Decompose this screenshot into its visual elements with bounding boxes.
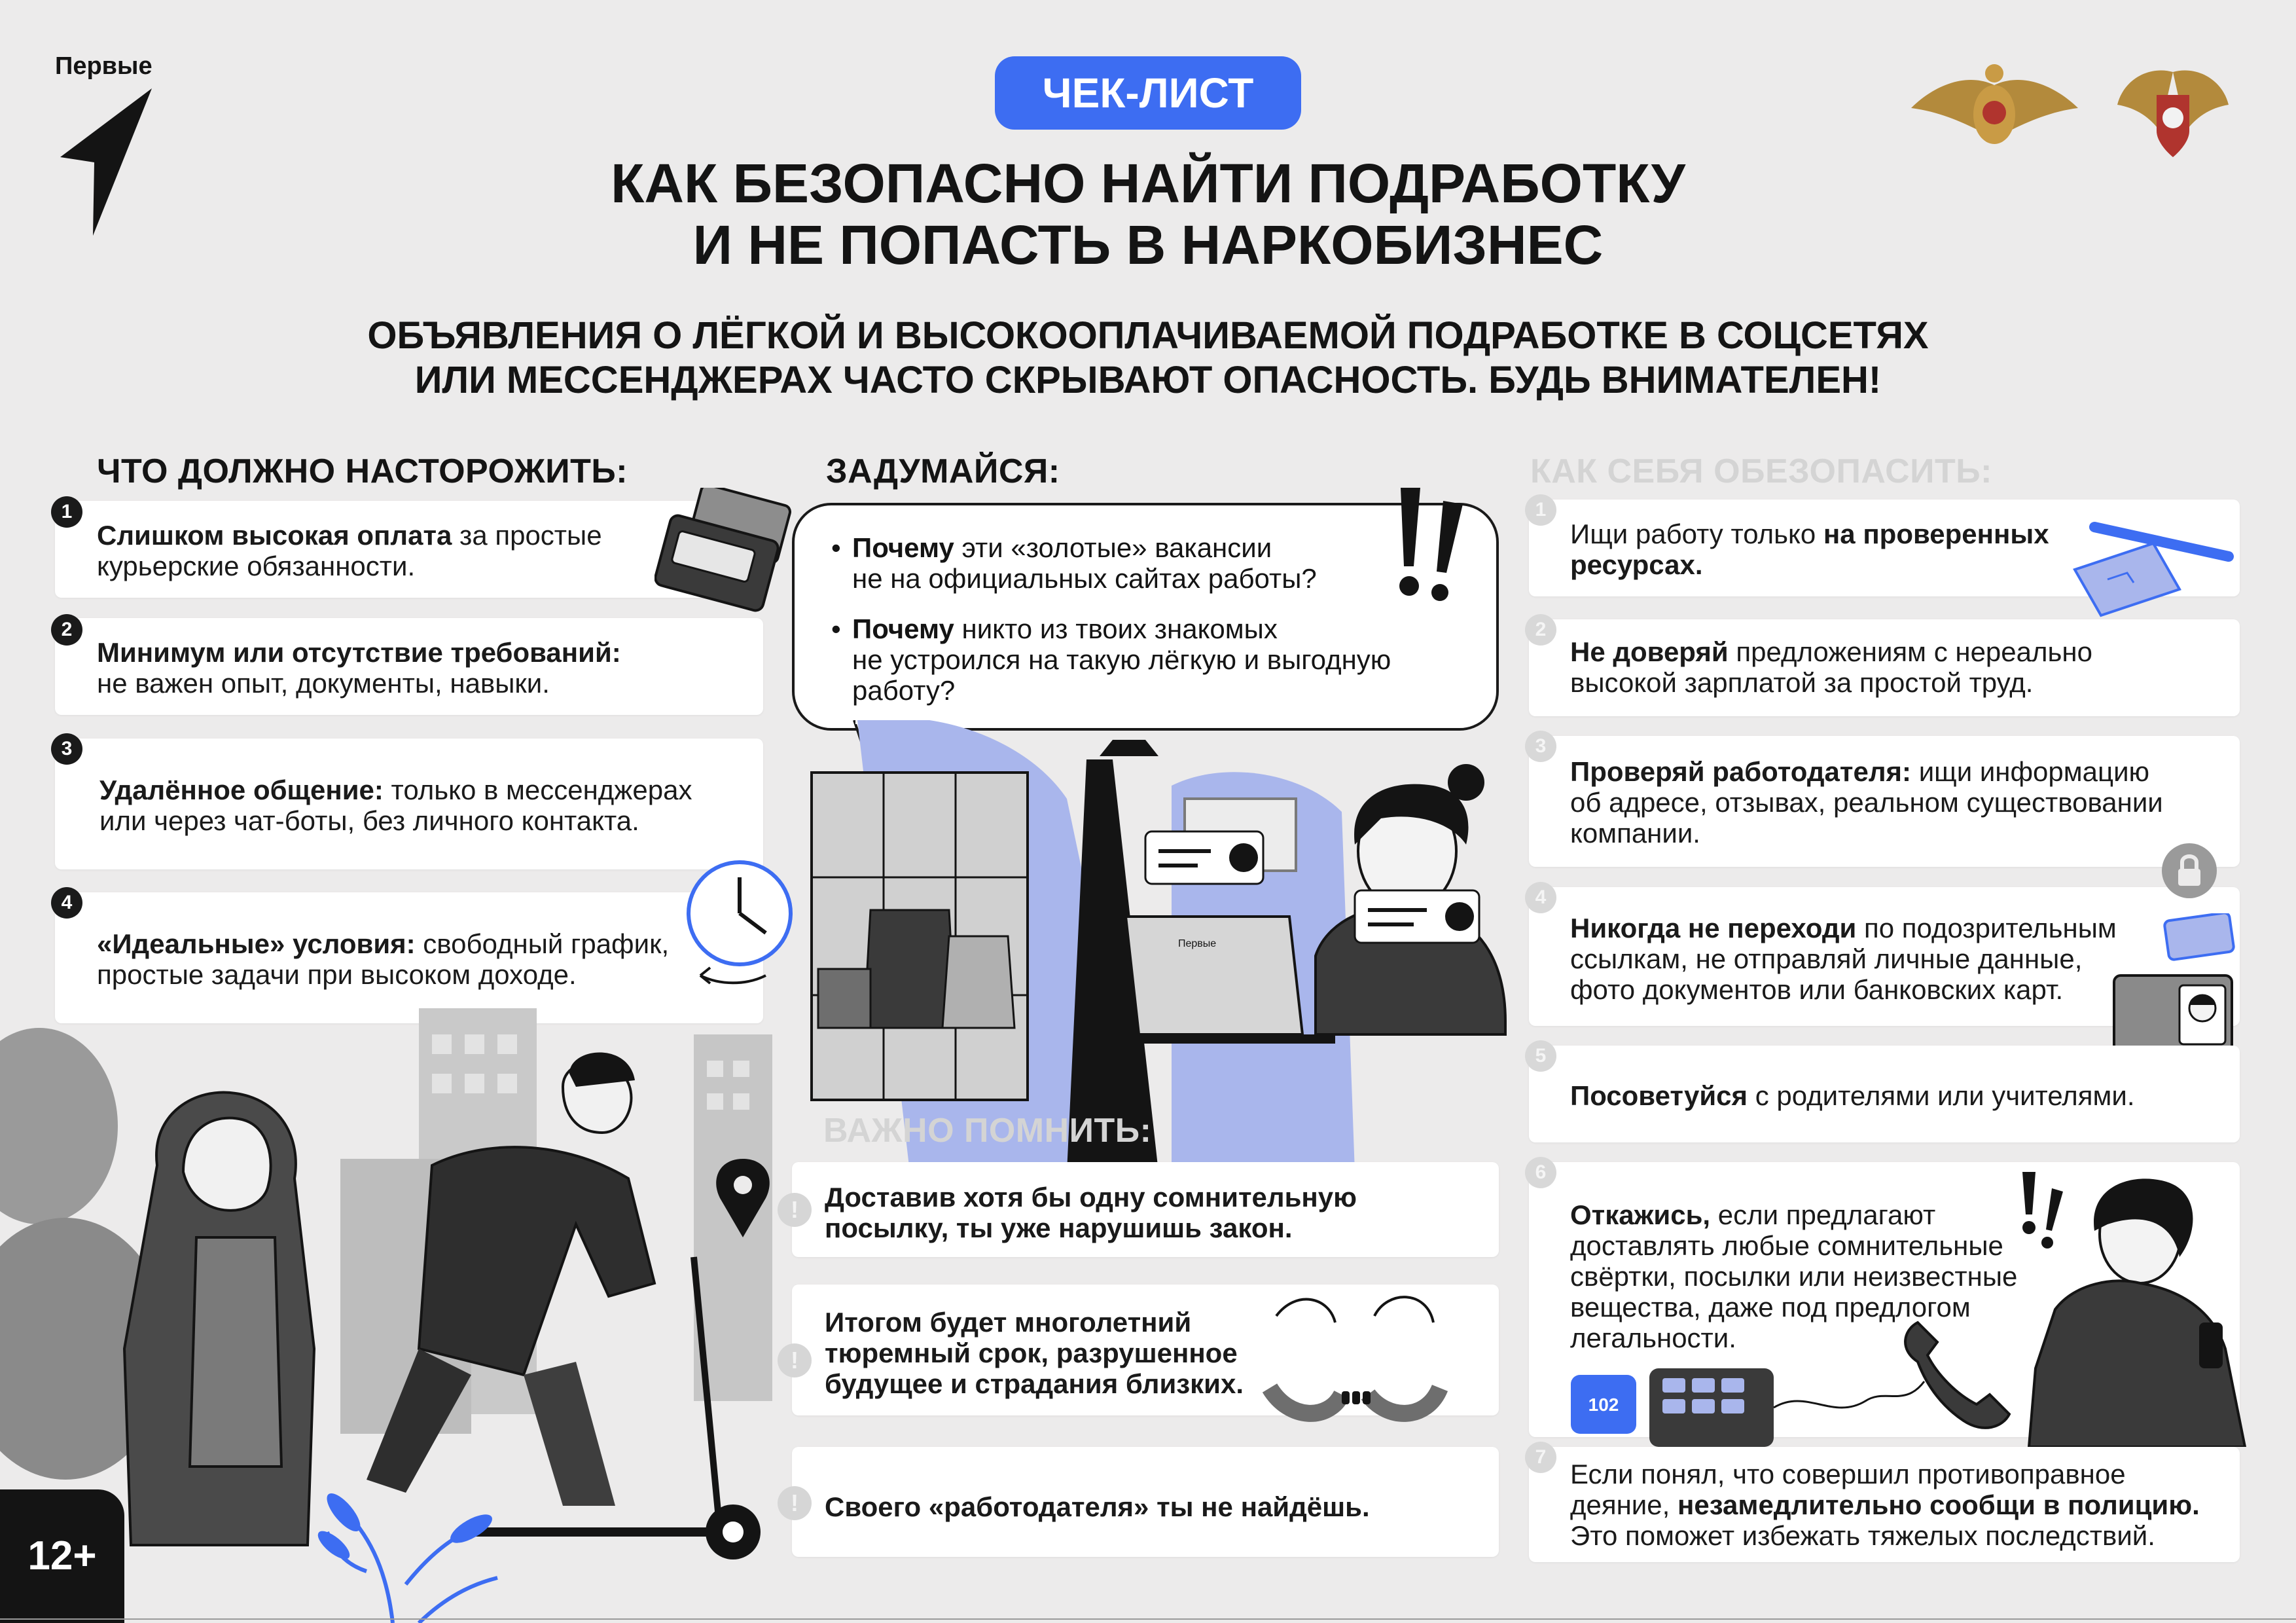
warning-icon-1: ! (778, 1193, 812, 1227)
emblem-ministry-icon (2111, 59, 2235, 164)
brand-name: Первые (55, 52, 152, 80)
age-rating-badge: 12+ (0, 1489, 124, 1623)
right-num-7: 7 (1525, 1442, 1556, 1473)
remember-text-3: Своего «работодателя» ты не найдёшь. (825, 1491, 1370, 1522)
right-text-1: Ищи работу только на проверенных ресурсах. (1570, 519, 2049, 580)
left-num-2: 2 (51, 614, 82, 646)
remember-heading: ВАЖНО ПОМНИТЬ: (823, 1112, 1152, 1150)
subtitle-line2: ИЛИ МЕССЕНДЖЕРАХ ЧАСТО СКРЫВАЮТ ОПАСНОСТЬ. БУДЬ ВНИМАТЕЛЕН! (414, 359, 1882, 401)
right-num-4: 4 (1525, 882, 1556, 913)
left-text-4: «Идеальные» условия: свободный график, простые задачи при высоком доходе. (97, 928, 670, 990)
right-text-2: Не доверяй предложениям с нереально высокой зарплатой за простой труд. (1570, 636, 2092, 698)
left-text-2: Минимум или отсутствие требований: не важен опыт, документы, навыки. (97, 637, 621, 699)
police-phone-label: 102 (1588, 1395, 1619, 1415)
right-text-7: Если понял, что совершил противоправное деяние, незамедлительно сообщи в полицию. Это поможет избежать тяжелых последствий. (1570, 1459, 2200, 1551)
laptop-logo: Первые (1178, 938, 1217, 949)
right-num-3: 3 (1525, 731, 1556, 762)
right-text-6: Откажись, если предлагают доставлять любые сомнительные свёртки, посылки или неизвестные вещества, даже под предлогом легальности. (1570, 1199, 2018, 1353)
right-text-4: Никогда не переходи по подозрительным ссылкам, не отправляй личные данные, фото документов или банковских карт. (1570, 913, 2117, 1005)
handcuffs-icon (1257, 1277, 1453, 1434)
checklist-badge: ЧЕК-ЛИСТ (995, 56, 1301, 130)
page-title-line1: КАК БЕЗОПАСНО НАЙТИ ПОДРАБОТКУ (611, 153, 1685, 214)
question-2: • Почему никто из твоих знакомых не устроился на такую лёгкую и выгодную работу? (831, 613, 1391, 706)
emblem-mvd-icon (1908, 59, 2081, 164)
clock-icon (681, 851, 798, 995)
subtitle-line1: ОБЪЯВЛЕНИЯ О ЛЁГКОЙ И ВЫСОКООПЛАЧИВАЕМОЙ ПОДРАБОТКЕ В СОЦСЕТЯХ (367, 314, 1929, 357)
exclamation-icon (1388, 481, 1473, 606)
notepad-pen-icon (2068, 517, 2238, 622)
lock-icon (2160, 841, 2219, 900)
right-text-3: Проверяй работодателя: ищи информацию об адресе, отзывах, реальном существовании компании. (1570, 756, 2163, 848)
right-num-2: 2 (1525, 614, 1556, 646)
wallet-money-icon (655, 488, 792, 638)
left-num-3: 3 (51, 733, 82, 765)
right-num-6: 6 (1525, 1157, 1556, 1188)
left-heading: ЧТО ДОЛЖНО НАСТОРОЖИТЬ: (97, 452, 628, 490)
warning-icon-3: ! (778, 1486, 812, 1520)
right-heading: КАК СЕБЯ ОБЕЗОПАСИТЬ: (1530, 452, 1992, 490)
right-text-5: Посоветуйся с родителями или учителями. (1570, 1080, 2135, 1111)
page-title-line2: И НЕ ПОПАСТЬ В НАРКОБИЗНЕС (692, 214, 1604, 276)
left-num-4: 4 (51, 887, 82, 919)
left-num-1: 1 (51, 496, 82, 528)
right-num-1: 1 (1525, 494, 1556, 526)
right-num-5: 5 (1525, 1040, 1556, 1072)
remote-worker-illustration (805, 720, 1512, 1172)
footer-line (0, 1618, 2296, 1620)
left-text-1: Слишком высокая оплата за простые курьерские обязанности. (97, 520, 602, 581)
question-1: • Почему эти «золотые» вакансии не на официальных сайтах работы? (831, 532, 1317, 594)
warning-icon-2: ! (778, 1343, 812, 1377)
left-text-3: Удалённое общение: только в мессенджерах или через чат-боты, без личного контакта. (99, 775, 692, 836)
remember-text-1: Доставив хотя бы одну сомнительную посылку, ты уже нарушишь закон. (825, 1182, 1357, 1243)
girl-phone-illustration (1571, 1159, 2258, 1447)
middle-heading: ЗАДУМАЙСЯ: (826, 452, 1060, 490)
remember-text-2: Итогом будет многолетний тюремный срок, разрушенное будущее и страдания близких. (825, 1307, 1244, 1399)
